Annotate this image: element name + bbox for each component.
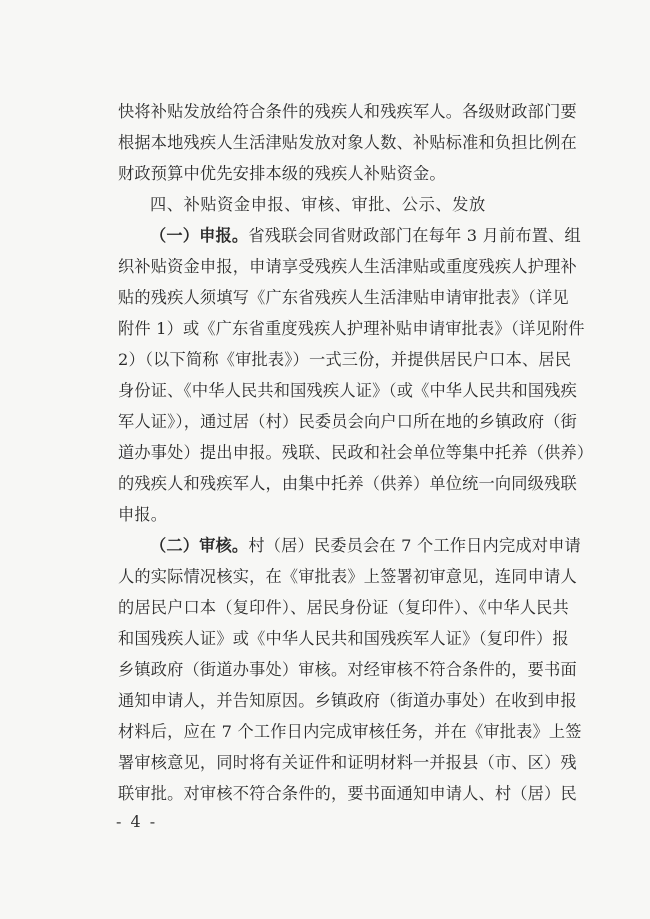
text-line: 贴的残疾人须填写《广东省残疾人生活津贴申请审批表》（详见 xyxy=(118,288,569,307)
paragraph-heading-line xyxy=(150,226,580,246)
text-line: 财政预算中优先安排本级的残疾人补贴资金。 xyxy=(118,164,446,183)
text-line: 和国残疾人证》或《中华人民共和国残疾军人证》（复印件）报 xyxy=(118,629,569,648)
text-line: 快将补贴发放给符合条件的残疾人和残疾军人。各级财政部门要 xyxy=(118,102,577,121)
text-line: 通知申请人，并告知原因。乡镇政府（街道办事处）在收到申报 xyxy=(118,691,577,710)
paragraph-heading-line xyxy=(150,536,580,556)
section-heading: 四、补贴资金申报、审核、审批、公示、发放 xyxy=(150,195,486,214)
text-line: 乡镇政府（街道办事处）审核。对经审核不符合条件的，要书面 xyxy=(118,660,577,679)
text-line: 联审批。对审核不符合条件的，要书面通知申请人、村（居）民 xyxy=(118,784,577,803)
subsection-title-application: （一）申报。 xyxy=(150,226,249,245)
text-line: 织补贴资金申报，申请享受残疾人生活津贴或重度残疾人护理补 xyxy=(118,257,577,276)
text-line: 的居民户口本（复印件）、居民身份证（复印件）、《中华人民共 xyxy=(118,598,569,617)
text-span: 省残联会同省财政部门在每年 3 月前布置、组 xyxy=(248,226,581,245)
text-line: 署审核意见，同时将有关证件和证明材料一并报县（市、区）残 xyxy=(118,753,577,772)
page-number: - 4 - xyxy=(116,812,158,831)
text-line: 材料后，应在 7 个工作日内完成审核任务，并在《审批表》上签 xyxy=(118,722,582,741)
text-line: 道办事处）提出申报。残联、民政和社会单位等集中托养（供养） xyxy=(118,443,594,462)
text-line: 附件 1）或《广东省重度残疾人护理补贴申请审批表》（详见附件 xyxy=(118,319,585,338)
text-line: 的残疾人和残疾军人，由集中托养（供养）单位统一向同级残联 xyxy=(118,474,577,493)
text-span: 村（居）民委员会在 7 个工作日内完成对申请 xyxy=(248,536,581,555)
text-line: 身份证、《中华人民共和国残疾人证》（或《中华人民共和国残疾 xyxy=(118,381,578,400)
text-line: 人的实际情况核实，在《审批表》上签署初审意见，连同申请人 xyxy=(118,567,577,586)
text-line: 军人证》），通过居（村）民委员会向户口所在地的乡镇政府（街 xyxy=(118,412,578,431)
text-line: 2）（以下简称《审批表》）一式三份，并提供居民户口本、居民 xyxy=(118,350,572,369)
subsection-title-review: （二）审核。 xyxy=(150,536,249,555)
text-line: 申报。 xyxy=(118,505,168,524)
text-line: 根据本地残疾人生活津贴发放对象人数、补贴标准和负担比例在 xyxy=(118,133,577,152)
